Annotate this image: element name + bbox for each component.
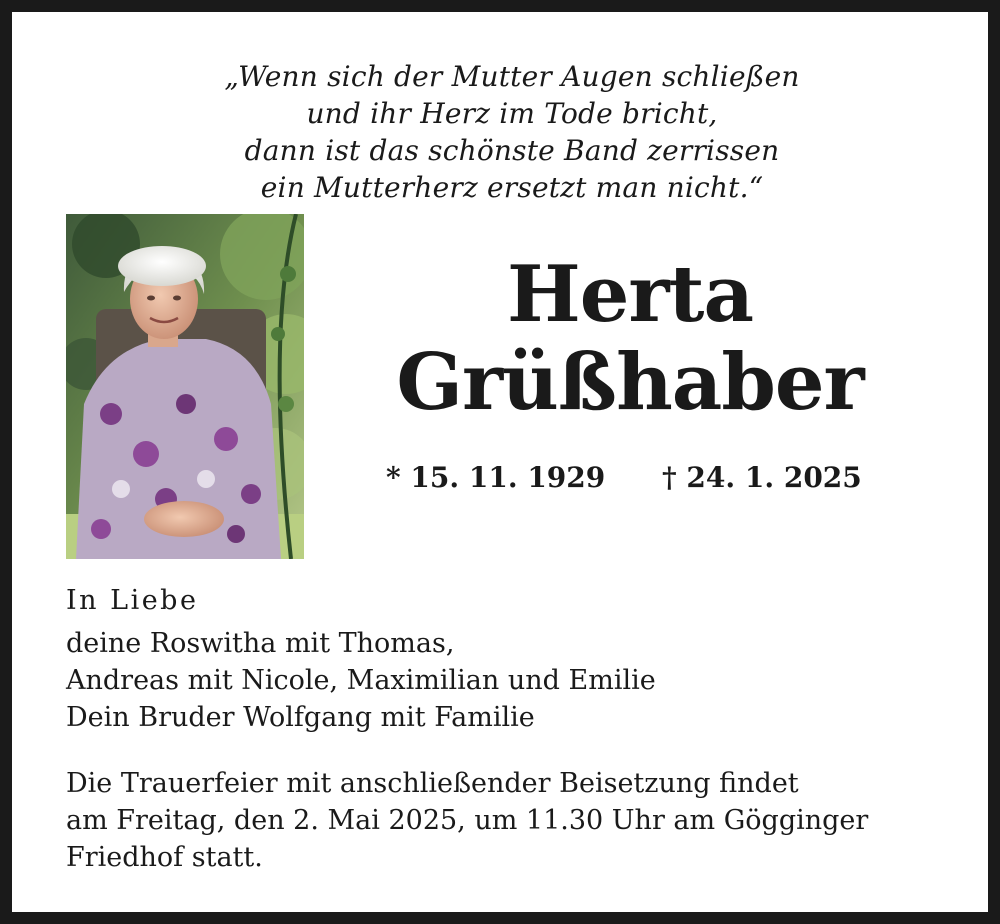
memorial-quote [112,58,912,206]
deceased-first-name: Herta [507,249,753,340]
portrait-illustration [66,214,304,559]
family-line: Dein Bruder Wolfgang mit Familie [66,702,535,733]
birth-date: * 15. 11. 1929 [386,461,606,494]
service-line: am Freitag, den 2. Mai 2025, um 11.30 Uhr am Gögginger [66,805,869,836]
quote-line: dann ist das schönste Band zerrissen [244,134,780,167]
quote-line: ein Mutterherz ersetzt man nicht.“ [260,171,764,204]
family-list [66,625,656,736]
quote-line: und ihr Herz im Tode bricht, [306,97,718,130]
death-date: † 24. 1. 2025 [662,461,862,494]
family-line: deine Roswitha mit Thomas, [66,628,455,659]
service-info [66,765,868,876]
family-line: Andreas mit Nicole, Maximilian und Emilie [66,665,656,696]
quote-line: „Wenn sich der Mutter Augen schließen [224,60,800,93]
service-line: Friedhof statt. [66,842,263,873]
deceased-last-name: Grüßhaber [396,337,864,428]
in-love-heading: In Liebe [66,585,199,616]
portrait-photo [66,214,304,559]
service-line: Die Trauerfeier mit anschließender Beisetzung findet [66,768,799,799]
